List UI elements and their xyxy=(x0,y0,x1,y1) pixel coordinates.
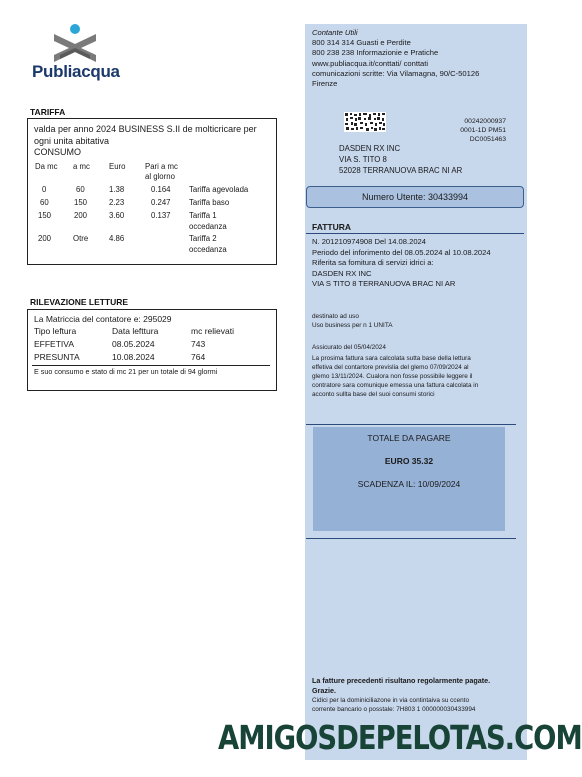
cell-a: 60 xyxy=(76,185,85,194)
fattura-number: N. 201210974908 Del 14.08.2024 xyxy=(312,237,427,246)
contact-line: Firenze xyxy=(312,79,338,89)
matricola-line xyxy=(34,314,272,326)
fattura-line: Riferita sa fomitura di servizi idrici a: xyxy=(312,258,434,267)
total-divider-top xyxy=(306,424,516,425)
code-line: 0001-1D PM51 xyxy=(460,127,506,134)
payment-status-line: La fatture precedenti risultano regolarmente pagate. xyxy=(312,676,491,685)
code-line: 00242000937 xyxy=(464,118,506,125)
cell-desc: Tariffa baso xyxy=(189,198,230,207)
due-date: SCADENZA IL: 10/09/2024 xyxy=(357,479,461,489)
barcode-icon xyxy=(344,112,386,132)
table-row xyxy=(34,339,272,351)
cell-da: 150 xyxy=(38,211,52,220)
tariffa-line3: CONSUMO xyxy=(34,147,81,157)
contact-block xyxy=(312,28,524,89)
cell-a: 200 xyxy=(74,211,88,220)
fattura-line: DASDEN RX INC xyxy=(312,268,372,278)
table-row xyxy=(33,198,273,210)
consumo-note: E suo consumo e stato di mc 21 per un totale di 94 glormi xyxy=(34,367,218,376)
contact-title: Contante Utili xyxy=(312,28,358,37)
col-euro: Euro xyxy=(109,162,126,171)
cell-euro: 4.86 xyxy=(109,234,125,243)
fattura-period: Periodo del inforimento del 08.05.2024 al 10.08.2024 xyxy=(312,247,491,257)
cell-desc: Tariffa 1 xyxy=(189,211,217,220)
letture-title: RILEVAZIONE LETTURE xyxy=(30,297,129,307)
payment-status xyxy=(312,676,522,696)
assicurato-line: effetiva del contartore previslia del glemo 07/09/2024 al xyxy=(312,363,469,371)
cell-mc: 743 xyxy=(191,339,206,349)
cell-euro: 3.60 xyxy=(109,211,125,220)
assicurato-line: acconto sullta base del suoi consumi storici xyxy=(312,390,435,398)
domiciliation-info xyxy=(312,697,524,715)
tariffa-header xyxy=(34,124,270,159)
recipient-city: 52028 TERRANUOVA BRAC NI AR xyxy=(339,166,463,175)
letture-header xyxy=(34,326,272,338)
table-row xyxy=(34,352,272,364)
cell-da: 0 xyxy=(42,185,47,194)
cell-desc-sub: occedanza xyxy=(189,222,227,231)
destinato-line: Uso business per n 1 UNITA xyxy=(312,321,393,329)
contact-line: 800 314 314 Guasti e Perdite xyxy=(312,38,411,48)
col-a: a mc xyxy=(73,162,90,171)
contact-line: 800 238 238 Informazionie e Pratiche xyxy=(312,48,439,58)
col-tipo: Tipo leftura xyxy=(34,326,77,336)
domiciliation-line: Cidici per la dominiciliazone in via contintaiva su ccento xyxy=(312,697,470,704)
total-label: TOTALE DA PAGARE xyxy=(367,433,451,443)
assicurato-block xyxy=(312,344,520,399)
fattura-title: FATTURA xyxy=(312,222,352,232)
brand-name: Publiacqua xyxy=(32,62,120,81)
col-da: Da mc xyxy=(35,162,58,171)
domiciliation-line: corrente bancario o posstale: 7H803 1 000000030433994 xyxy=(312,705,476,713)
cell-tipo: EFFETIVA xyxy=(34,339,74,349)
letture-divider xyxy=(32,365,270,366)
fattura-divider xyxy=(306,233,524,234)
document-codes xyxy=(430,117,506,144)
col-data: Data lefttura xyxy=(112,326,159,336)
payment-status-thanks: Grazie. xyxy=(312,686,336,695)
col-pari: Pari a mc xyxy=(145,162,178,171)
recipient-street: VIA S. TITO 8 xyxy=(339,155,387,164)
cell-euro: 2.23 xyxy=(109,198,125,207)
cell-a: Otre xyxy=(73,234,89,243)
cell-desc-sub: occedanza xyxy=(189,245,227,254)
cell-desc: Tariffa 2 xyxy=(189,234,217,243)
numero-utente-badge: Numero Utente: 30433994 xyxy=(306,186,524,208)
total-divider-bottom xyxy=(306,538,516,539)
table-row xyxy=(33,211,273,233)
contact-website-link[interactable]: www.publiacqua.it/conttati/ conttati xyxy=(312,58,429,68)
cell-data: 08.05.2024 xyxy=(112,339,155,349)
fattura-line: VIA S TITO 8 TERRANUOVA BRAC NI AR xyxy=(312,279,456,288)
code-line: DC0051463 xyxy=(469,136,506,143)
assicurato-line: La prosima fattura sara calcolata sutta base della lettura xyxy=(312,354,471,362)
tariffa-line2: ogni unita abitativa xyxy=(34,135,110,146)
assicurato-line: contratore sara comunique emessa una fattura calcolata in xyxy=(312,381,479,389)
assicurato-line: Assicurato del 05/04/2024 xyxy=(312,344,386,351)
cell-desc: Tariffa agevolada xyxy=(189,185,249,194)
destinato-block xyxy=(312,313,522,330)
matricola: La Matriccia del contatore e: 295029 xyxy=(34,314,172,324)
recipient-address xyxy=(339,143,462,176)
fattura-details xyxy=(312,237,524,290)
cell-euro: 1.38 xyxy=(109,185,125,194)
watermark-text: AMIGOSDEPELOTAS.COM xyxy=(218,718,582,757)
cell-a: 150 xyxy=(74,198,88,207)
cell-data: 10.08.2024 xyxy=(112,352,155,362)
cell-pari: 0.247 xyxy=(151,198,171,207)
tariffa-box xyxy=(27,118,277,265)
tariffa-line1: valda per anno 2024 BUSINESS S.II de molticricare per xyxy=(34,124,257,134)
contact-line: comunicazioni scritte: Via Vilamagna, 90/C-50126 xyxy=(312,68,480,78)
cell-tipo: PRESUNTA xyxy=(34,352,80,362)
cell-mc: 764 xyxy=(191,352,206,362)
table-row xyxy=(33,185,273,197)
total-amount: EURO 35.32 xyxy=(384,456,434,466)
table-row xyxy=(33,234,273,256)
recipient-name: DASDEN RX INC xyxy=(339,144,401,153)
consumo-note-line xyxy=(34,367,272,379)
cell-pari: 0.164 xyxy=(151,185,171,194)
destinato-line: destinato ad uso xyxy=(312,313,359,320)
letture-box xyxy=(27,309,277,391)
cell-da: 60 xyxy=(40,198,49,207)
col-pari-sub: al glorno xyxy=(145,172,175,181)
total-box xyxy=(313,427,505,531)
cell-da: 200 xyxy=(38,234,52,243)
tariffa-table-header xyxy=(33,162,273,181)
col-mc: mc relievati xyxy=(191,326,234,336)
assicurato-line: glemo 13/11/2024. Cualora non fosse possibile leggere il xyxy=(312,372,473,380)
tariffa-title: TARIFFA xyxy=(30,107,66,117)
cell-pari: 0.137 xyxy=(151,211,171,220)
